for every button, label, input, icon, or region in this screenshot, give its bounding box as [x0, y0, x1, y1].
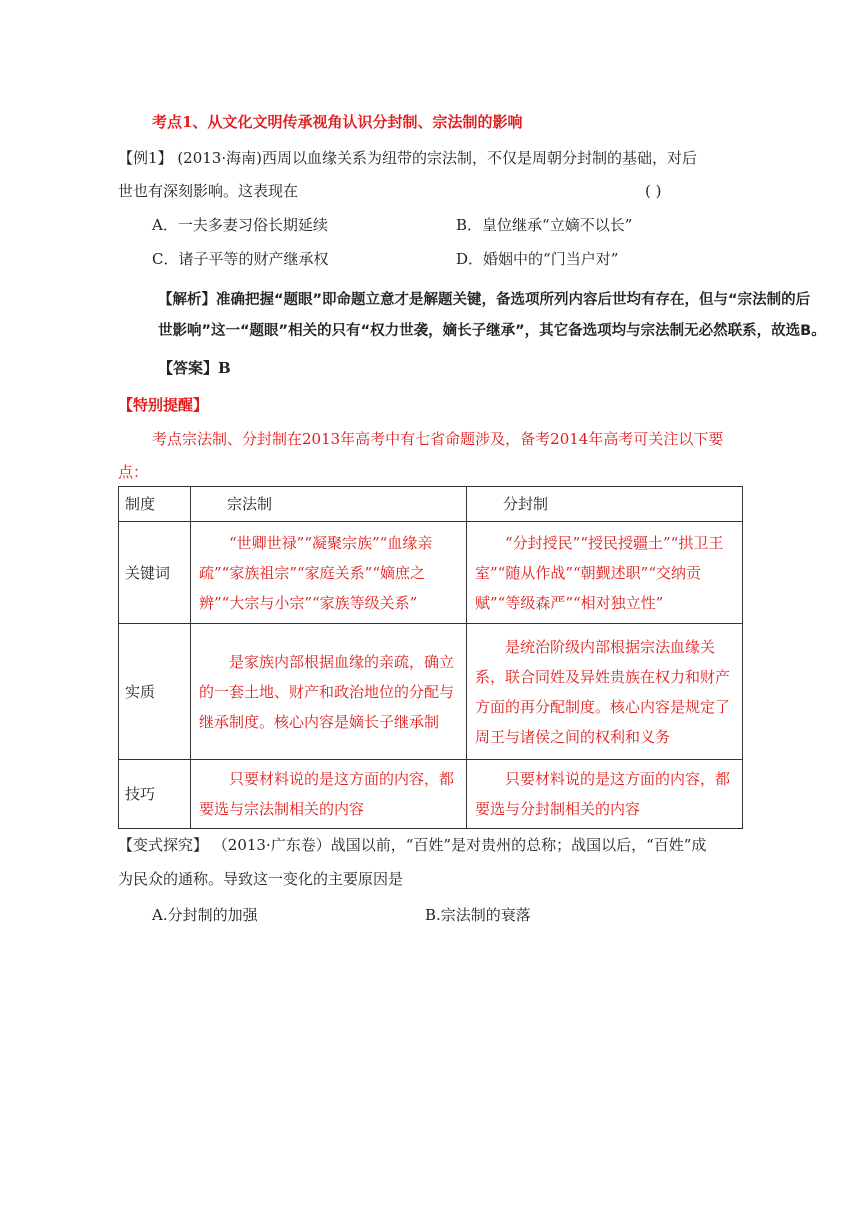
table-header-row	[119, 487, 743, 522]
variant-stem-line1	[118, 835, 706, 855]
example-stem: (2013·海南)西周以血缘关系为纽带的宗法制，不仅是周朝分封制的基础，对后	[177, 149, 697, 167]
fenfeng-keywords: “分封授民”“授民授疆土”“拱卫王室”“随从作战”“朝觐述职”“交纳贡赋”“等级森严”“相对独立性”	[467, 522, 743, 624]
header-fenfeng: 分封制	[467, 487, 743, 522]
reminder-heading: 【特别提醒】	[118, 396, 209, 414]
header-system: 制度	[119, 487, 191, 522]
example-stem-line1	[118, 148, 697, 168]
zongfa-skill: 只要材料说的是这方面的内容，都要选与宗法制相关的内容	[191, 760, 467, 829]
row-label: 技巧	[119, 760, 191, 829]
example-stem-line2: 世也有深刻影响。这表现在	[118, 182, 299, 200]
variant-stem: （2013·广东卷）战国以前，“百姓”是对贵州的总称；战国以后，“百姓”成	[212, 836, 707, 854]
option-a: A．一夫多妻习俗长期延续	[152, 216, 328, 234]
fenfeng-essence: 是统治阶级内部根据宗法血缘关系，联合同姓及异姓贵族在权力和财产方面的再分配制度。核心内容是规定了周王与诸侯之间的权利和义务	[467, 624, 743, 760]
row-label: 实质	[119, 624, 191, 760]
variant-label: 【变式探究】	[118, 836, 209, 854]
analysis-line1: 【解析】准确把握“题眼”即命题立意才是解题关键，备选项所列内容后世均有存在，但与“宗法制的后	[158, 292, 811, 308]
variant-stem-line2: 为民众的通称。导致这一变化的主要原因是	[118, 870, 404, 888]
option-b: B．皇位继承“立嫡不以长”	[456, 216, 633, 234]
section-title: 考点1、从文化文明传承视角认识分封制、宗法制的影响	[152, 113, 523, 131]
answer-blank: ( )	[645, 182, 662, 200]
analysis-line2: 世影响”这一“题眼”相关的只有“权力世袭，嫡长子继承”，其它备选项均与宗法制无必然联系，故选B。	[158, 323, 826, 339]
table-row	[119, 624, 743, 760]
zongfa-keywords: “世卿世禄”“凝聚宗族”“血缘亲疏”“家族祖宗”“家庭关系”“嫡庶之辨”“大宗与小宗”“家族等级关系”	[191, 522, 467, 624]
variant-option-b: B.宗法制的衰落	[425, 906, 531, 924]
table-row	[119, 760, 743, 829]
variant-option-a: A.分封制的加强	[152, 906, 258, 924]
zongfa-essence: 是家族内部根据血缘的亲疏，确立的一套土地、财产和政治地位的分配与继承制度。核心内容是嫡长子继承制	[191, 624, 467, 760]
reminder-intro-line1: 考点宗法制、分封制在2013年高考中有七省命题涉及，备考2014年高考可关注以下要	[152, 430, 724, 448]
option-c: C．诸子平等的财产继承权	[152, 250, 329, 268]
reminder-intro-line2: 点：	[118, 463, 149, 481]
option-d: D．婚姻中的“门当户对”	[456, 250, 619, 268]
table-row	[119, 522, 743, 624]
comparison-table	[118, 486, 743, 829]
header-zongfa: 宗法制	[191, 487, 467, 522]
answer: 【答案】B	[158, 359, 231, 377]
fenfeng-skill: 只要材料说的是这方面的内容，都要选与分封制相关的内容	[467, 760, 743, 829]
row-label: 关键词	[119, 522, 191, 624]
example-label: 【例1】	[118, 149, 173, 167]
